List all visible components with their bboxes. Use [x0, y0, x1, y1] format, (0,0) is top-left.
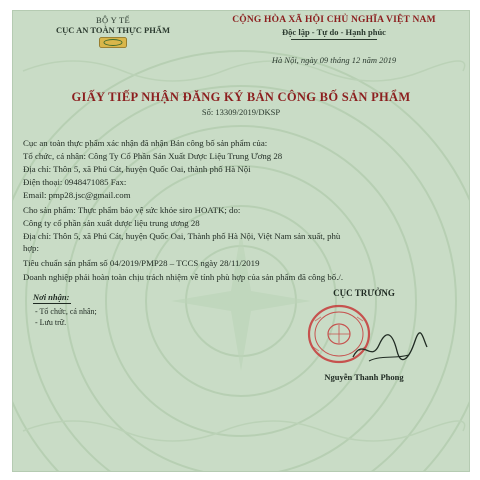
recipients-underline	[33, 303, 71, 304]
body-line: Điện thoại: 0948471085 Fax:	[23, 177, 127, 187]
signer-name: Nguyễn Thanh Phong	[324, 372, 404, 382]
body-line: Cục an toàn thực phẩm xác nhận đã nhận Bản công bố sản phẩm của:	[23, 138, 268, 148]
recipient-item: - Lưu trữ.	[35, 318, 67, 327]
document-title: GIẤY TIẾP NHẬN ĐĂNG KÝ BẢN CÔNG BỐ SẢN PHẨM	[71, 90, 411, 104]
body-line: hợp:	[23, 243, 39, 253]
body-line: Tổ chức, cá nhân: Công Ty Cổ Phần Sản Xuất Dược Liệu Trung Ương 28	[23, 151, 283, 161]
body-line: Doanh nghiệp phải hoàn toàn chịu trách nhiệm về tính phù hợp của sản phẩm đã công bố./.	[23, 272, 344, 282]
recipient-item: - Tổ chức, cá nhân;	[35, 307, 97, 316]
national-motto: Độc lập - Tự do - Hạnh phúc	[282, 27, 386, 37]
republic-name: CỘNG HÒA XÃ HỘI CHỦ NGHĨA VIỆT NAM	[232, 15, 436, 25]
body-line: Tiêu chuẩn sản phẩm số 04/2019/PMP28 – TCCS ngày 28/11/2019	[23, 258, 260, 268]
ministry-name: BỘ Y TẾ	[96, 15, 130, 25]
signature-icon	[349, 329, 429, 369]
signer-title: CỤC TRƯỞNG	[333, 288, 395, 298]
motto-underline	[291, 39, 377, 40]
body-line: Email: pmp28.jsc@gmail.com	[23, 190, 131, 200]
body-line: Địa chỉ: Thôn 5, xã Phú Cát, huyện Quốc Oai, Thành phố Hà Nội, Việt Nam sản xuất, phù	[23, 231, 341, 241]
agency-logo-icon	[99, 37, 127, 48]
document-content	[13, 11, 469, 471]
recipients-label: Nơi nhận:	[33, 292, 70, 302]
body-line: Công ty cổ phần sản xuất dược liệu trung ương 28	[23, 218, 200, 228]
body-line: Cho sản phẩm: Thực phẩm bảo vệ sức khỏe siro HOATK; do:	[23, 205, 241, 215]
certificate-paper	[12, 10, 470, 472]
body-line: Địa chỉ: Thôn 5, xã Phú Cát, huyện Quốc Oai, thành phố Hà Nội	[23, 164, 251, 174]
document-number: Số: 13309/2019/DKSP	[201, 107, 281, 117]
agency-name: CỤC AN TOÀN THỰC PHẨM	[56, 25, 170, 35]
place-date: Hà Nội, ngày 09 tháng 12 năm 2019	[271, 55, 397, 65]
